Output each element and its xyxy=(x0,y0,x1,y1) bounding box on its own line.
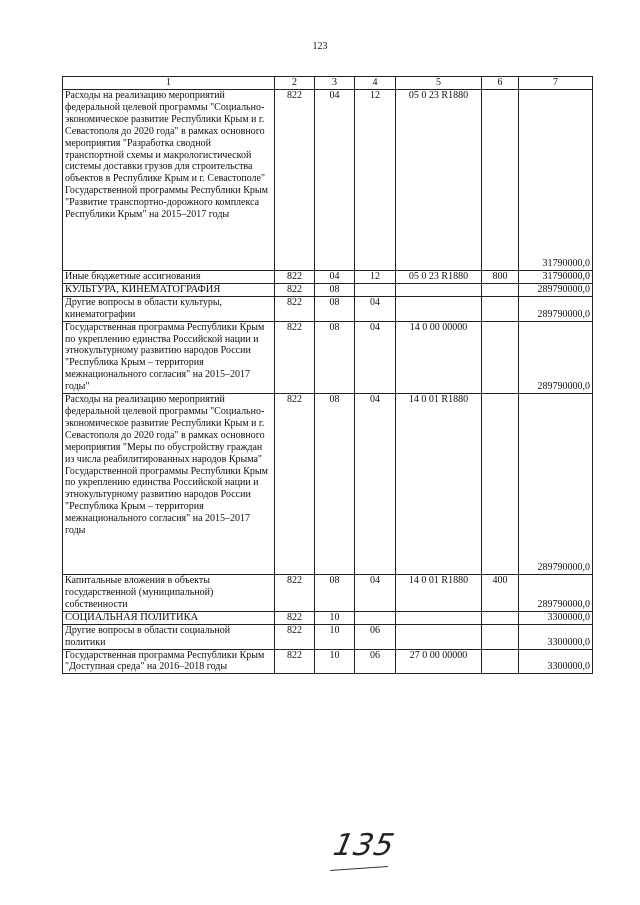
row-code-5: 14 0 01 R1880 xyxy=(396,575,482,612)
row-name: Государственная программа Республики Крым "Доступная среда" на 2016–2018 годы xyxy=(63,649,275,674)
row-code-3: 04 xyxy=(315,90,355,271)
budget-table xyxy=(62,76,593,674)
row-name: КУЛЬТУРА, КИНЕМАТОГРАФИЯ xyxy=(63,283,275,296)
row-sum: 289790000,0 xyxy=(519,394,593,575)
row-code-2: 822 xyxy=(275,321,315,393)
row-code-2: 822 xyxy=(275,90,315,271)
row-code-6 xyxy=(482,649,519,674)
column-header: 7 xyxy=(519,77,593,90)
row-name: Другие вопросы в области социальной политики xyxy=(63,624,275,649)
table-row xyxy=(63,321,593,393)
row-code-2: 822 xyxy=(275,283,315,296)
row-sum: 3300000,0 xyxy=(519,649,593,674)
row-code-2: 822 xyxy=(275,575,315,612)
row-code-6 xyxy=(482,296,519,321)
table-row xyxy=(63,649,593,674)
row-code-3: 04 xyxy=(315,271,355,284)
row-code-3: 08 xyxy=(315,575,355,612)
row-code-6 xyxy=(482,394,519,575)
row-sum: 289790000,0 xyxy=(519,321,593,393)
row-code-3: 10 xyxy=(315,624,355,649)
row-code-5: 27 0 00 00000 xyxy=(396,649,482,674)
row-code-4: 04 xyxy=(355,321,396,393)
row-code-5: 05 0 23 R1880 xyxy=(396,90,482,271)
row-code-3: 08 xyxy=(315,296,355,321)
row-sum: 289790000,0 xyxy=(519,296,593,321)
row-code-2: 822 xyxy=(275,394,315,575)
row-code-5 xyxy=(396,624,482,649)
table-row xyxy=(63,611,593,624)
row-code-3: 08 xyxy=(315,394,355,575)
row-code-6: 800 xyxy=(482,271,519,284)
row-code-4: 12 xyxy=(355,90,396,271)
row-code-4: 06 xyxy=(355,649,396,674)
column-header: 2 xyxy=(275,77,315,90)
row-code-5 xyxy=(396,611,482,624)
row-code-3: 10 xyxy=(315,649,355,674)
row-code-4: 12 xyxy=(355,271,396,284)
row-code-2: 822 xyxy=(275,271,315,284)
row-code-4: 06 xyxy=(355,624,396,649)
table-row xyxy=(63,394,593,575)
row-name: СОЦИАЛЬНАЯ ПОЛИТИКА xyxy=(63,611,275,624)
column-header: 1 xyxy=(63,77,275,90)
row-code-5 xyxy=(396,283,482,296)
row-code-3: 10 xyxy=(315,611,355,624)
row-code-3: 08 xyxy=(315,283,355,296)
table-header-row xyxy=(63,77,593,90)
column-header: 3 xyxy=(315,77,355,90)
row-name: Расходы на реализацию мероприятий федеральной целевой программы "Социально-экономическое развитие Республики Крым и г. Севастополя до 2020 года" в рамках основного мероприятия "Разработка сводной транспортной схемы и макрологистической системы доставки грузов для строительства объектов в Республике Крым и г. Севастополе" Государственной программы Республики Крым "Развитие транспортно-дорожного комплекса Республики Крым" на 2015–2017 годы xyxy=(63,90,275,271)
row-code-6: 400 xyxy=(482,575,519,612)
row-code-5: 05 0 23 R1880 xyxy=(396,271,482,284)
row-name: Расходы на реализацию мероприятий федеральной целевой программы "Социально-экономическое развитие Республики Крым и г. Севастополя до 2020 года" в рамках основного мероприятия "Меры по обустройству граждан из числа реабилитированных народов Крыма" Государственной программы Республики Крым по укреплению единства Российской нации и этнокультурному развитию народов России "Республика Крым – территория межнационального согласия" на 2015–2017 годы xyxy=(63,394,275,575)
row-code-6 xyxy=(482,321,519,393)
row-name: Капитальные вложения в объекты государственной (муниципальной) собственности xyxy=(63,575,275,612)
row-code-5 xyxy=(396,296,482,321)
table-row xyxy=(63,271,593,284)
row-code-2: 822 xyxy=(275,624,315,649)
table-row xyxy=(63,575,593,612)
row-code-4: 04 xyxy=(355,296,396,321)
row-code-2: 822 xyxy=(275,296,315,321)
row-code-3: 08 xyxy=(315,321,355,393)
row-sum: 3300000,0 xyxy=(519,624,593,649)
handwritten-underline xyxy=(330,866,388,871)
handwritten-page-mark: 135 xyxy=(330,828,398,863)
row-sum: 3300000,0 xyxy=(519,611,593,624)
table-row xyxy=(63,90,593,271)
row-code-2: 822 xyxy=(275,649,315,674)
row-code-2: 822 xyxy=(275,611,315,624)
row-code-6 xyxy=(482,90,519,271)
row-code-6 xyxy=(482,283,519,296)
table-row xyxy=(63,624,593,649)
row-name: Государственная программа Республики Крым по укреплению единства Российской нации и этнокультурному развитию народов России "Республика Крым – территория межнационального согласия" на 2015–2017 годы" xyxy=(63,321,275,393)
row-name: Иные бюджетные ассигнования xyxy=(63,271,275,284)
row-code-5: 14 0 01 R1880 xyxy=(396,394,482,575)
row-sum: 289790000,0 xyxy=(519,575,593,612)
column-header: 4 xyxy=(355,77,396,90)
column-header: 5 xyxy=(396,77,482,90)
row-sum: 31790000,0 xyxy=(519,271,593,284)
table-row xyxy=(63,283,593,296)
row-code-6 xyxy=(482,611,519,624)
row-code-4: 04 xyxy=(355,575,396,612)
column-header: 6 xyxy=(482,77,519,90)
row-name: Другие вопросы в области культуры, кинематографии xyxy=(63,296,275,321)
row-sum: 289790000,0 xyxy=(519,283,593,296)
table-row xyxy=(63,296,593,321)
row-code-4 xyxy=(355,611,396,624)
row-sum: 31790000,0 xyxy=(519,90,593,271)
row-code-6 xyxy=(482,624,519,649)
row-code-4: 04 xyxy=(355,394,396,575)
row-code-4 xyxy=(355,283,396,296)
row-code-5: 14 0 00 00000 xyxy=(396,321,482,393)
page-number: 123 xyxy=(312,41,328,52)
